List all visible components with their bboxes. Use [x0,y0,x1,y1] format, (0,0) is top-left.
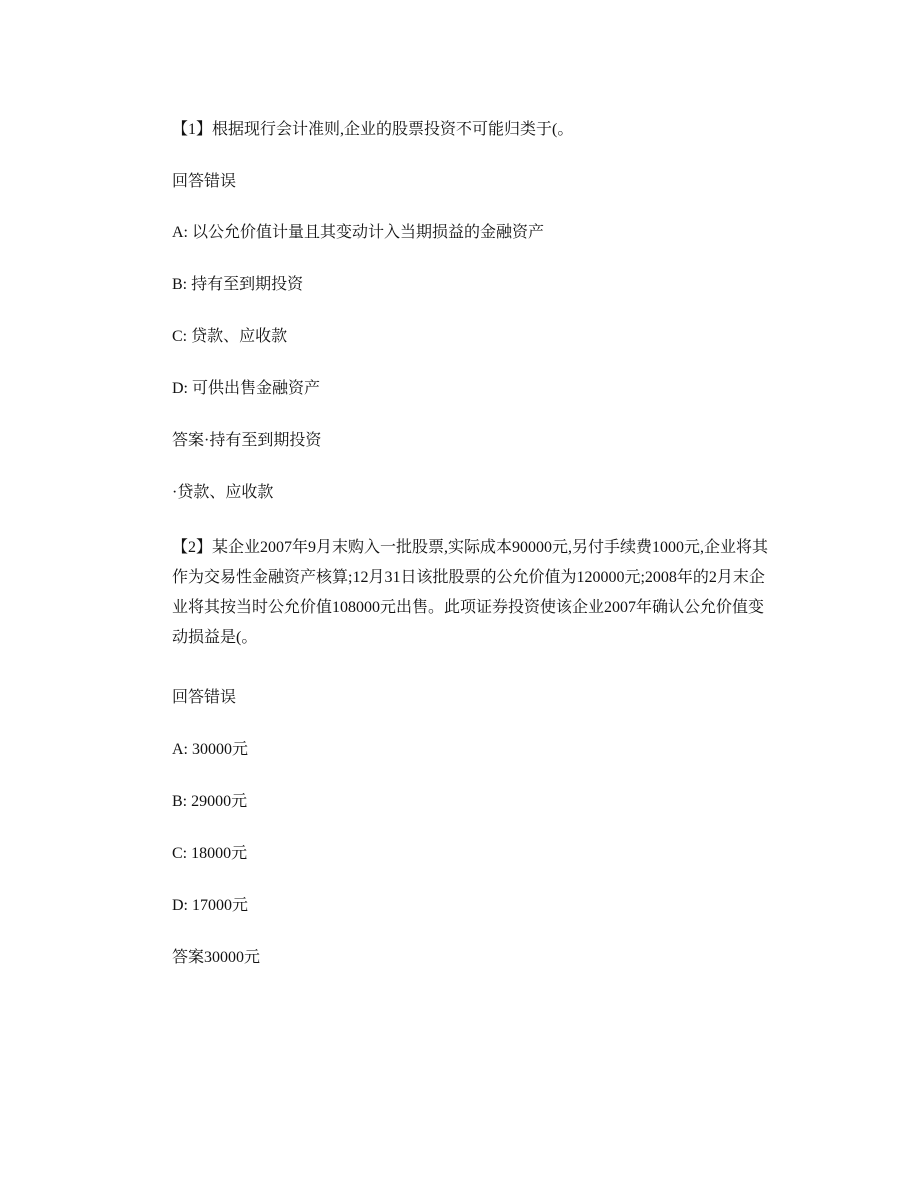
question-1-stem: 【1】根据现行会计准则,企业的股票投资不可能归类于(。 [172,121,574,138]
question-2-option-b: B: 29000元 [172,793,248,810]
question-1-option-d: D: 可供出售金融资产 [172,380,321,397]
question-1-answer: 答案·持有至到期投资 [172,432,322,449]
question-2-stem: 【2】某企业2007年9月末购入一批股票,实际成本90000元,另付手续费1000元,企业将其作为交易性金融资产核算;12月31日该批股票的公允价值为120000元;2008年的2月末企业将其按当时公允价值108000元出售。此项证券投资使该企业2007年确认公允价值变动损益是(。 [172,539,769,646]
question-2-response-status: 回答错误 [172,689,237,706]
question-2-answer: 答案30000元 [172,949,261,966]
question-1-answer-continued: ·贷款、应收款 [172,484,274,501]
question-2-option-c: C: 18000元 [172,845,248,862]
question-1-option-c: C: 贷款、应收款 [172,328,288,345]
question-1-option-b: B: 持有至到期投资 [172,276,304,293]
question-1-option-a: A: 以公允价值计量且其变动计入当期损益的金融资产 [172,224,545,241]
question-2-option-d: D: 17000元 [172,897,249,914]
question-2-option-a: A: 30000元 [172,741,249,758]
question-1-response-status: 回答错误 [172,173,237,190]
